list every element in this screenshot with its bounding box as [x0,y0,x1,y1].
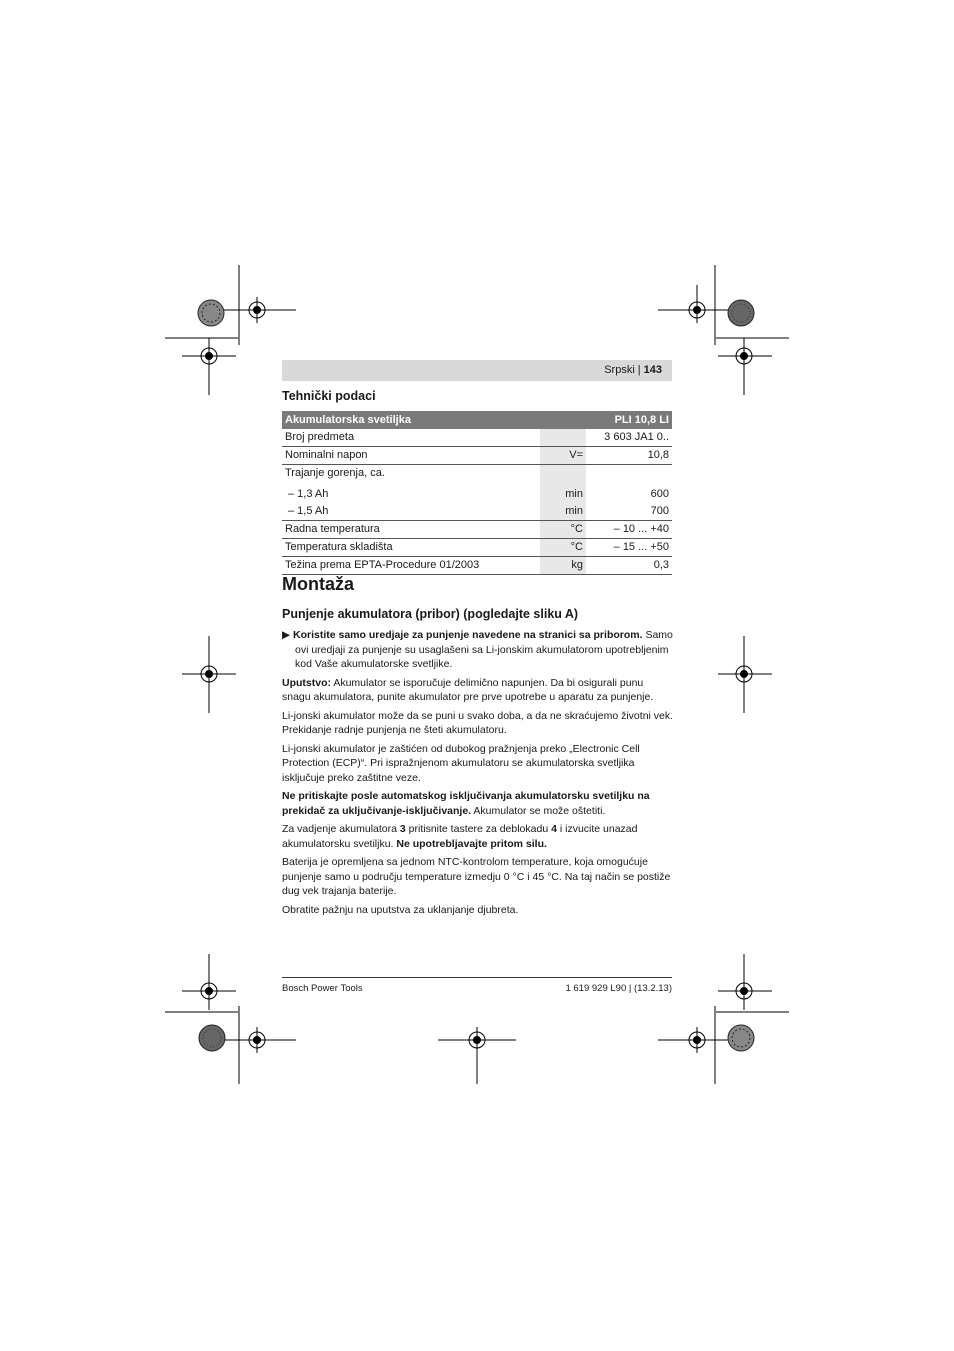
body-content [282,628,674,917]
page-header: Srpski | 143 [282,360,672,381]
paragraph [282,822,674,851]
row-unit-1: min [565,488,583,500]
row-unit: V= [540,447,586,465]
table-row [282,539,672,557]
footer-brand: Bosch Power Tools [282,983,363,994]
row-unit [540,465,586,521]
model-name: PLI 10,8 LI [586,411,672,429]
row-unit: °C [540,521,586,539]
row-sublabel: – 1,3 Ah [288,488,329,500]
triangle-bullet-icon: ▶ [282,629,293,641]
text: pritisnite tastere za deblokadu [405,823,552,835]
paragraph: Li-jonski akumulator je zaštićen od dubokog pražnjenja preko „Electronic Cell Protection (ECP)“. Pri ispražnjenom akumulatoru se akumulatorska svetljika isključuje preko zaštitne veze. [282,742,640,784]
paragraph [282,676,674,705]
specs-table [282,411,672,575]
row-label [282,465,540,521]
row-unit [540,429,586,447]
row-label: Nominalni napon [282,447,540,465]
row-value: 3 603 JA1 0.. [586,429,672,447]
row-value: 10,8 [586,447,672,465]
row-label: Temperatura skladišta [282,539,540,557]
paragraph: Baterija je opremljena sa jednom NTC-kontrolom temperature, koja omogućuje punjenje samo u području temperature izmedju 0 °C i 45 °C. Na taj način se postiže dug vek trajanja baterije. [282,856,671,897]
page-footer [282,977,672,994]
table-row [282,465,672,521]
warning-bold: Ne pritiskajte posle automatskog isključivanja akumulatorsku svetiljku na prekidač za uključivanje-isključivanje. [282,790,650,817]
product-name: Akumulatorska svetiljka [282,411,586,429]
bullet-text: Samo ovi uredjaji za punjenje su usaglašeni sa Li-jonskim akumulatorom upotrebljenim kod Vaše akumulatorske svetljike. [295,629,673,670]
row-value: – 15 ... +50 [586,539,672,557]
row-label: Težina prema EPTA-Procedure 01/2003 [282,557,540,575]
paragraph: Li-jonski akumulator može da se puni u svako doba, a da ne skraćujemo životni vek. Prekidanje radnje punjenja ne šteti akumulatoru. [282,709,674,736]
text: Za vadjenje akumulatora [282,823,400,835]
ref-number: 3 [399,823,406,835]
warning-bold: Ne upotrebljavajte pritom silu. [396,837,547,850]
row-label-main: Trajanje gorenja, ca. [285,467,385,479]
ref-number: 4 [551,823,557,835]
row-unit: °C [540,539,586,557]
row-sublabel: – 1,5 Ah [288,505,329,517]
specs-table-header [282,411,672,429]
bullet-bold: Koristite samo uredjaje za punjenje navedene na stranici sa priborom. [293,629,643,641]
row-label: Radna temperatura [282,521,540,539]
note-text: Akumulator se isporučuje delimično napunjen. Da bi osigurali punu snagu akumulatora, punite akumulator pre prve upotrebe u aparatu za punjenje. [282,676,654,703]
list-item [282,628,674,672]
row-value-1: 600 [650,488,669,500]
subsection-title: Punjenje akumulatora (pribor) (pogledajte sliku A) [282,607,579,621]
row-unit-2: min [565,505,583,517]
row-value-2: 700 [650,505,669,517]
paragraph [282,789,674,818]
note-label: Uputstvo: [282,676,331,689]
specs-title: Tehnički podaci [282,389,376,403]
page-number: 143 [643,364,662,376]
row-value: 0,3 [586,557,672,575]
table-row [282,447,672,465]
row-value: – 10 ... +40 [586,521,672,539]
row-unit: kg [540,557,586,575]
warning-text: Akumulator se može oštetiti. [471,804,606,817]
row-value [586,465,672,521]
footer-doc-number: 1 619 929 L90 | (13.2.13) [565,983,672,994]
text: i izvucite unazad akumulatorsku svetiljku. [282,823,638,850]
table-row [282,557,672,575]
table-row [282,521,672,539]
header-section: Srpski [604,364,635,376]
section-title: Montaža [282,574,354,594]
row-label: Broj predmeta [282,429,540,447]
paragraph: Obratite pažnju na uputstva za uklanjanje djubreta. [282,903,519,916]
table-row [282,429,672,447]
